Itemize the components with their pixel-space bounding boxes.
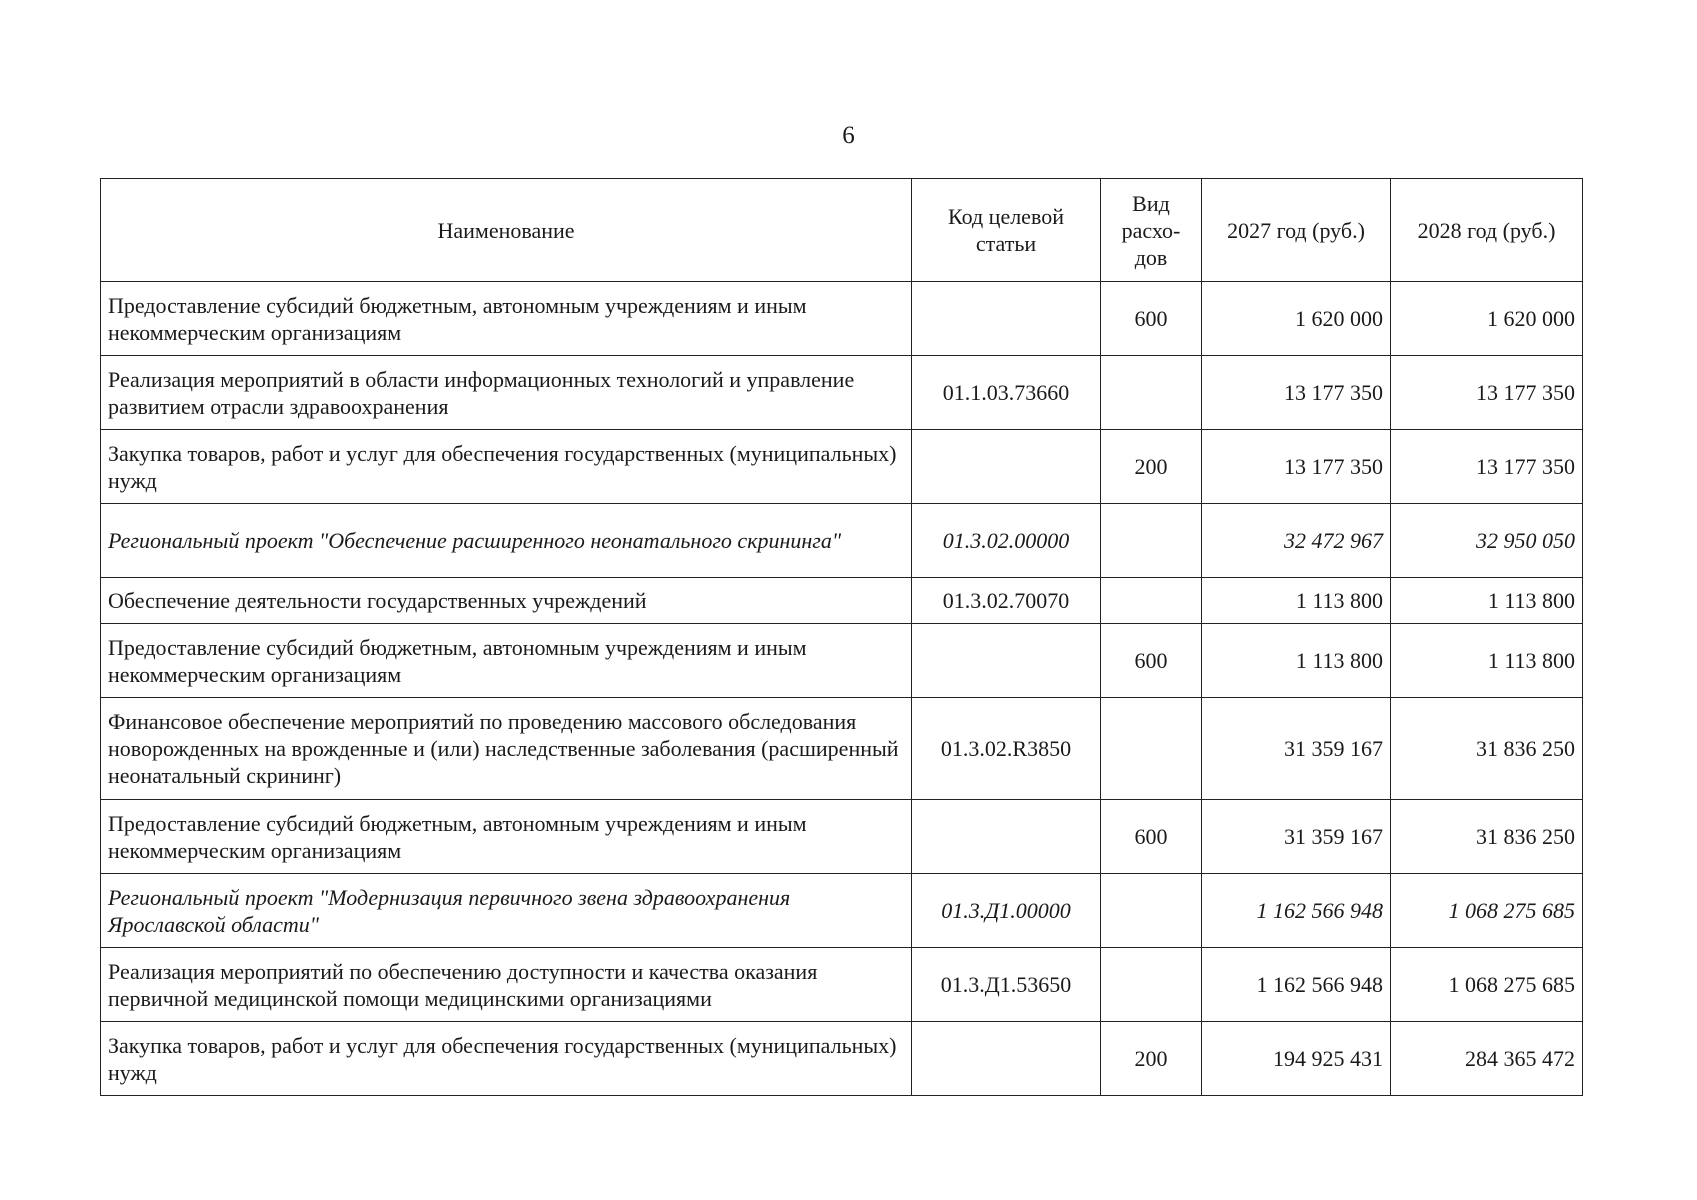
cell-code: 01.3.02.00000 xyxy=(912,504,1101,578)
cell-expense-type: 200 xyxy=(1101,430,1202,504)
cell-name: Реализация мероприятий по обеспечению доступности и качества оказания первичной медицинской помощи медицинскими организациями xyxy=(101,948,912,1022)
cell-expense-type: 200 xyxy=(1101,1022,1202,1096)
table-row xyxy=(101,578,1583,624)
cell-name: Финансовое обеспечение мероприятий по проведению массового обследования новорожденных на врожденные и (или) наследственные заболевания (расширенный неонатальный скрининг) xyxy=(101,698,912,800)
cell-amount-2027: 13 177 350 xyxy=(1202,430,1391,504)
header-type: Вид расхо-дов xyxy=(1101,179,1202,282)
cell-expense-type xyxy=(1101,874,1202,948)
cell-code xyxy=(912,430,1101,504)
header-year-2027: 2027 год (руб.) xyxy=(1202,179,1391,282)
cell-amount-2027: 1 113 800 xyxy=(1202,578,1391,624)
table-row xyxy=(101,698,1583,800)
cell-code xyxy=(912,282,1101,356)
cell-code: 01.1.03.73660 xyxy=(912,356,1101,430)
cell-expense-type: 600 xyxy=(1101,800,1202,874)
table-row xyxy=(101,1022,1583,1096)
header-year-2028: 2028 год (руб.) xyxy=(1391,179,1583,282)
cell-code: 01.3.Д1.00000 xyxy=(912,874,1101,948)
cell-name: Закупка товаров, работ и услуг для обеспечения государственных (муниципальных) нужд xyxy=(101,1022,912,1096)
header-code: Код целевой статьи xyxy=(912,179,1101,282)
cell-amount-2027: 194 925 431 xyxy=(1202,1022,1391,1096)
cell-amount-2028: 13 177 350 xyxy=(1391,430,1583,504)
cell-amount-2027: 13 177 350 xyxy=(1202,356,1391,430)
cell-amount-2027: 1 113 800 xyxy=(1202,624,1391,698)
table-row xyxy=(101,624,1583,698)
cell-name: Региональный проект "Модернизация первичного звена здравоохранения Ярославской области" xyxy=(101,874,912,948)
cell-amount-2028: 13 177 350 xyxy=(1391,356,1583,430)
cell-name: Закупка товаров, работ и услуг для обеспечения государственных (муниципальных) нужд xyxy=(101,430,912,504)
cell-amount-2028: 1 620 000 xyxy=(1391,282,1583,356)
cell-amount-2028: 31 836 250 xyxy=(1391,698,1583,800)
cell-name: Предоставление субсидий бюджетным, автономным учреждениям и иным некоммерческим организациям xyxy=(101,624,912,698)
cell-amount-2028: 1 068 275 685 xyxy=(1391,948,1583,1022)
cell-amount-2028: 284 365 472 xyxy=(1391,1022,1583,1096)
cell-expense-type xyxy=(1101,578,1202,624)
cell-code xyxy=(912,1022,1101,1096)
table-row xyxy=(101,948,1583,1022)
cell-name: Обеспечение деятельности государственных учреждений xyxy=(101,578,912,624)
cell-expense-type xyxy=(1101,356,1202,430)
cell-expense-type: 600 xyxy=(1101,282,1202,356)
cell-code: 01.3.02.70070 xyxy=(912,578,1101,624)
cell-amount-2028: 32 950 050 xyxy=(1391,504,1583,578)
cell-code: 01.3.02.R3850 xyxy=(912,698,1101,800)
cell-name: Региональный проект "Обеспечение расширенного неонатального скрининга" xyxy=(101,504,912,578)
cell-amount-2028: 1 113 800 xyxy=(1391,578,1583,624)
cell-name: Предоставление субсидий бюджетным, автономным учреждениям и иным некоммерческим организациям xyxy=(101,800,912,874)
table-row xyxy=(101,874,1583,948)
cell-amount-2027: 31 359 167 xyxy=(1202,800,1391,874)
table-row xyxy=(101,356,1583,430)
cell-name: Предоставление субсидий бюджетным, автономным учреждениям и иным некоммерческим организациям xyxy=(101,282,912,356)
cell-code: 01.3.Д1.53650 xyxy=(912,948,1101,1022)
cell-code xyxy=(912,624,1101,698)
cell-expense-type: 600 xyxy=(1101,624,1202,698)
cell-amount-2028: 1 068 275 685 xyxy=(1391,874,1583,948)
table-body xyxy=(101,282,1583,1096)
table-row xyxy=(101,282,1583,356)
cell-amount-2027: 1 162 566 948 xyxy=(1202,948,1391,1022)
table-row xyxy=(101,800,1583,874)
cell-expense-type xyxy=(1101,698,1202,800)
page-number: 6 xyxy=(842,122,855,149)
cell-expense-type xyxy=(1101,504,1202,578)
cell-name: Реализация мероприятий в области информационных технологий и управление развитием отрасли здравоохранения xyxy=(101,356,912,430)
table-header-row xyxy=(101,179,1583,282)
cell-amount-2027: 1 620 000 xyxy=(1202,282,1391,356)
cell-expense-type xyxy=(1101,948,1202,1022)
cell-code xyxy=(912,800,1101,874)
cell-amount-2027: 31 359 167 xyxy=(1202,698,1391,800)
table-row xyxy=(101,504,1583,578)
cell-amount-2028: 1 113 800 xyxy=(1391,624,1583,698)
budget-table xyxy=(100,178,1583,1096)
cell-amount-2028: 31 836 250 xyxy=(1391,800,1583,874)
header-name: Наименование xyxy=(101,179,912,282)
cell-amount-2027: 1 162 566 948 xyxy=(1202,874,1391,948)
cell-amount-2027: 32 472 967 xyxy=(1202,504,1391,578)
table-row xyxy=(101,430,1583,504)
